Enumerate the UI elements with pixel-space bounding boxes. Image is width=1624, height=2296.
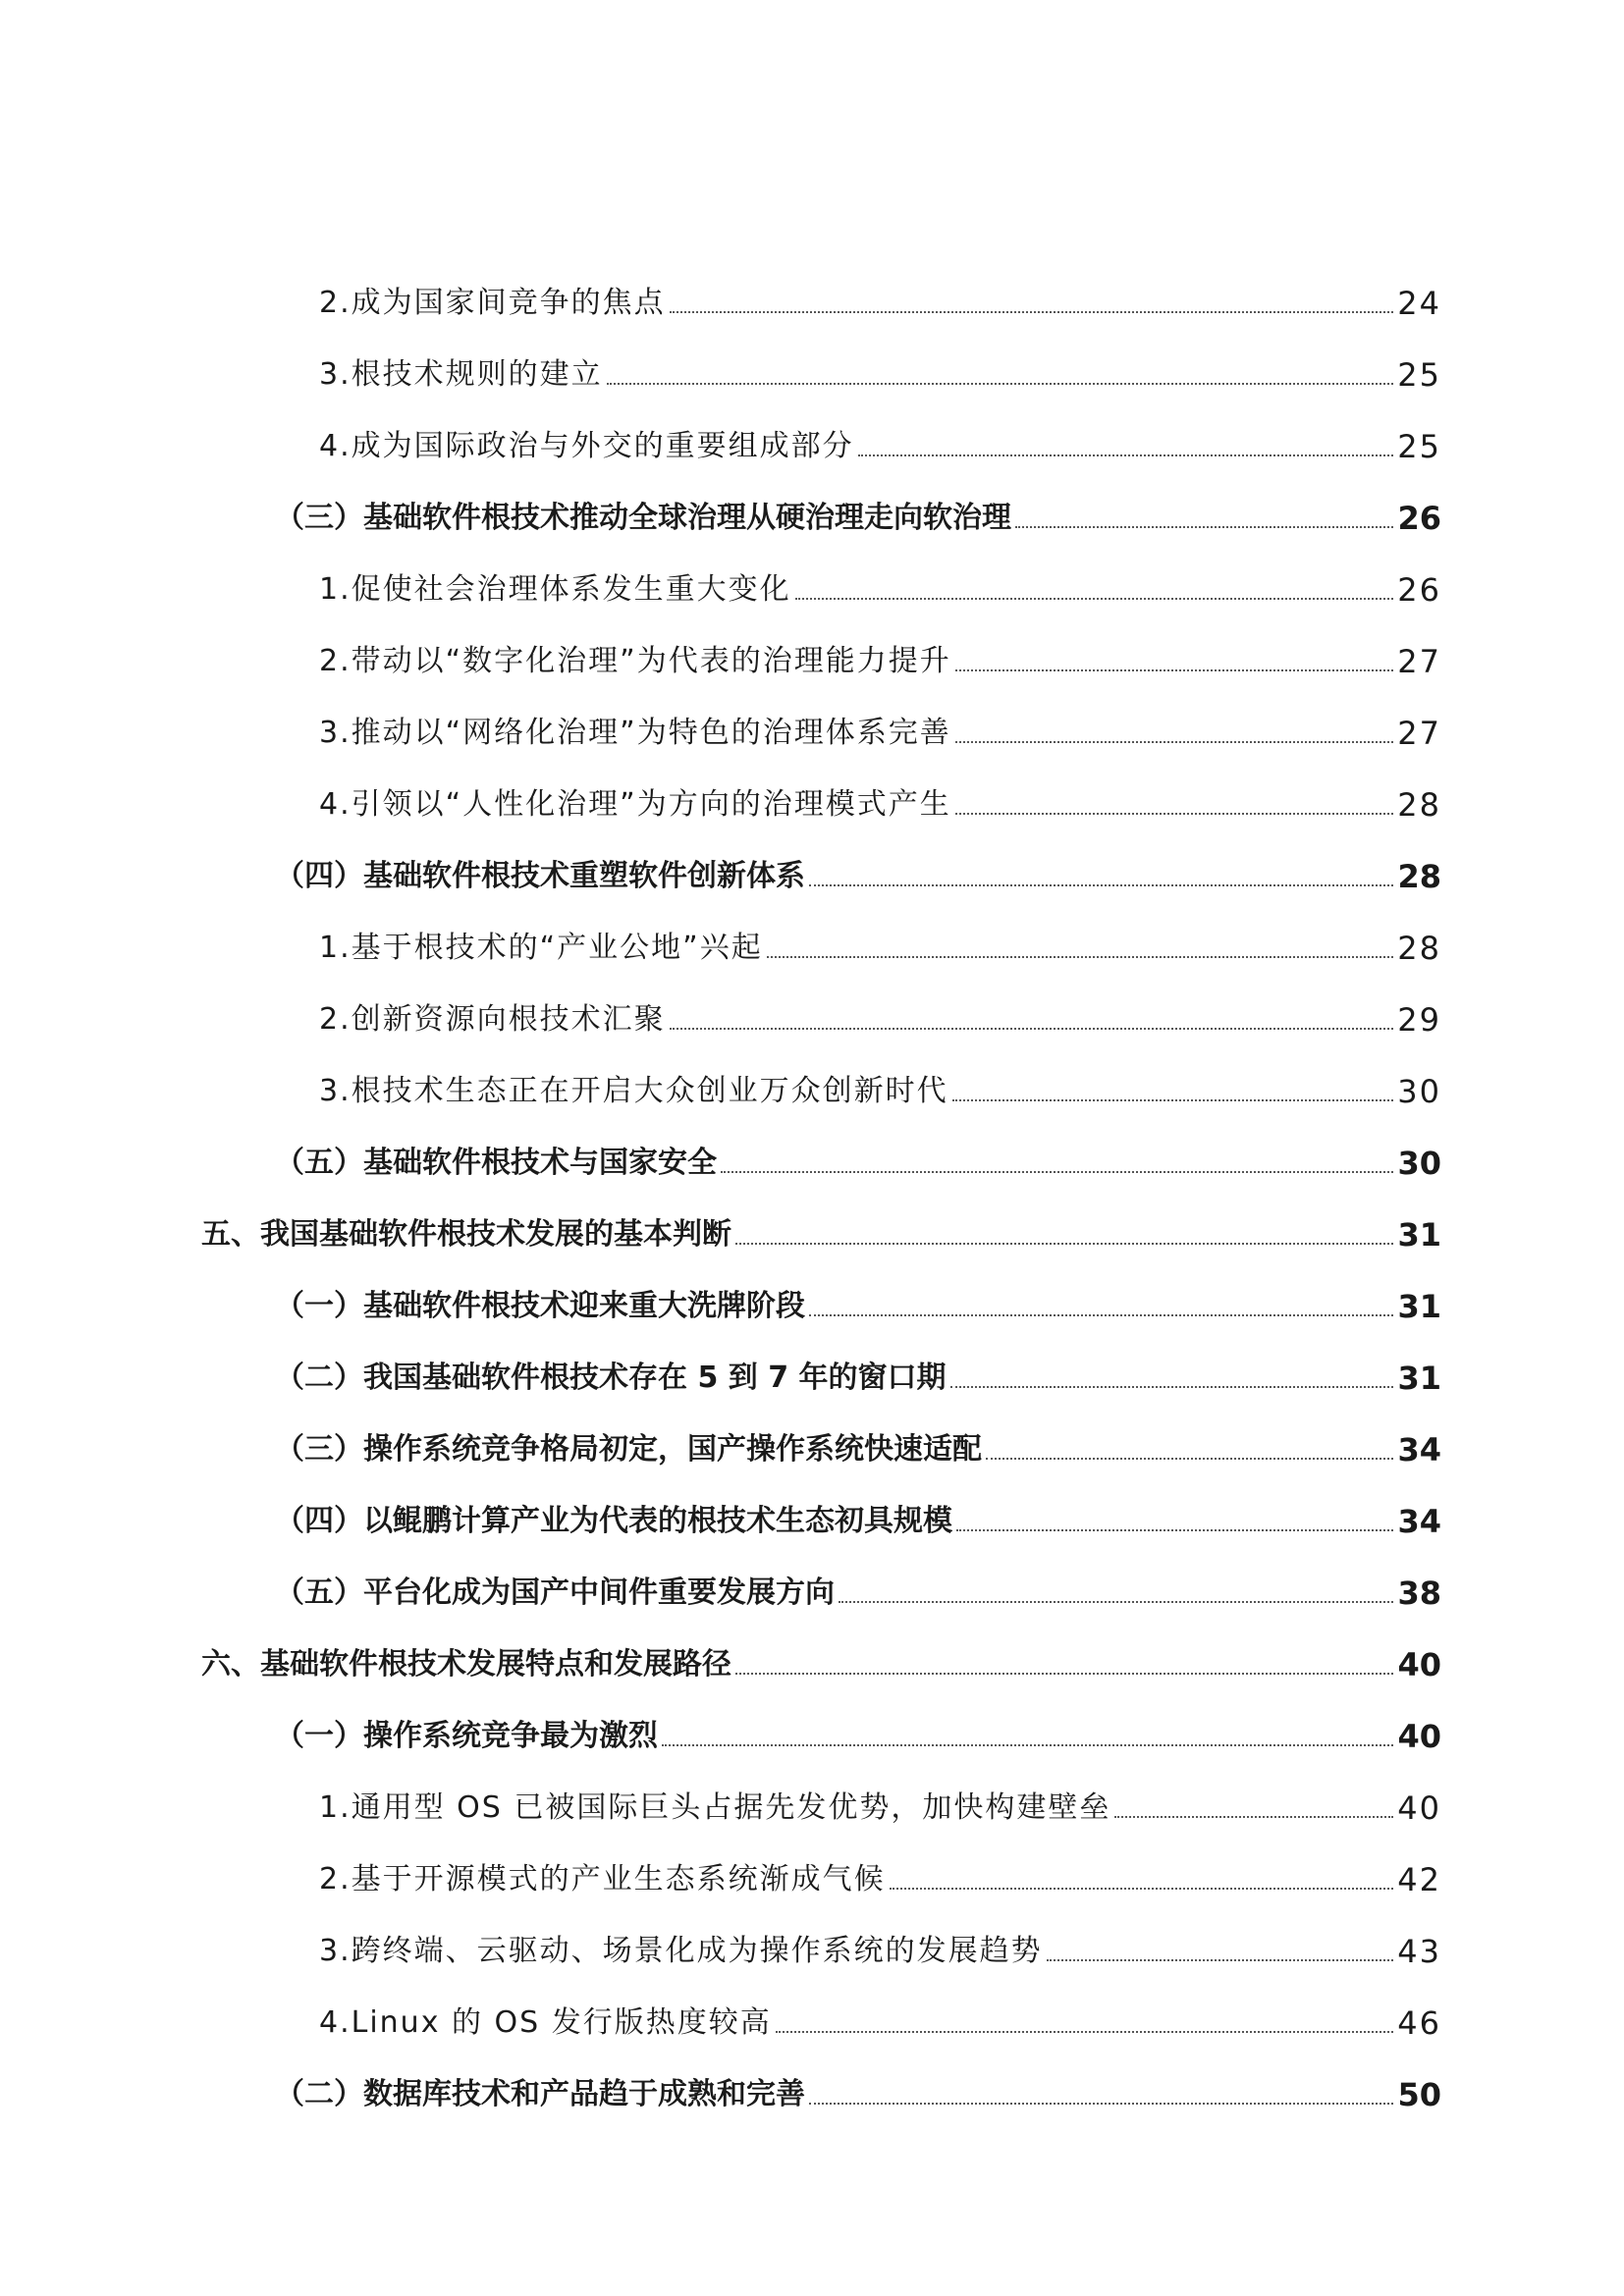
toc-entry-page-number: 27 [1397,643,1441,680]
toc-entry-page-number: 34 [1397,1503,1441,1540]
toc-entry[interactable] [0,253,1624,325]
toc-dot-leader [955,741,1394,743]
toc-entry-title: 3.根技术生态正在开启大众创业万众创新时代 [319,1074,948,1108]
toc-dot-leader [1047,1959,1394,1961]
toc-dot-leader [955,669,1394,671]
toc-entry-page-number: 31 [1397,1288,1441,1325]
table-of-contents [0,253,1624,2116]
toc-entry-title: （二）数据库技术和产品趋于成熟和完善 [275,2077,805,2111]
toc-entry-title: 4.Linux 的 OS 发行版热度较高 [319,2005,772,2040]
toc-dot-leader [767,956,1394,958]
toc-dot-leader [670,311,1394,313]
toc-dot-leader [670,1028,1394,1030]
toc-dot-leader [809,2103,1393,2105]
toc-entry-title: 4.引领以“人性化治理”为方向的治理模式产生 [319,787,951,822]
toc-entry[interactable] [0,325,1624,397]
toc-dot-leader [662,1744,1393,1746]
toc-dot-leader [735,1243,1393,1245]
toc-entry-page-number: 26 [1397,571,1441,609]
toc-entry[interactable] [0,540,1624,612]
toc-entry-page-number: 28 [1397,930,1441,967]
toc-entry-page-number: 40 [1397,1718,1441,1755]
toc-entry[interactable] [0,1973,1624,2045]
toc-entry-title: 1.通用型 OS 已被国际巨头占据先发优势，加快构建壁垒 [319,1790,1111,1825]
toc-dot-leader [858,454,1394,456]
toc-entry-title: 2.创新资源向根技术汇聚 [319,1002,666,1037]
toc-dot-leader [986,1458,1393,1460]
toc-entry[interactable] [0,898,1624,970]
toc-dot-leader [952,1099,1394,1101]
toc-entry[interactable] [0,970,1624,1041]
toc-entry[interactable] [0,612,1624,683]
toc-entry-title: 2.基于开源模式的产业生态系统渐成气候 [319,1862,886,1896]
toc-entry-title: （一）操作系统竞争最为激烈 [275,1719,658,1753]
toc-entry-page-number: 24 [1397,285,1441,322]
toc-entry-page-number: 34 [1397,1431,1441,1468]
toc-entry-title: 1.促使社会治理体系发生重大变化 [319,572,791,607]
toc-entry[interactable] [0,1543,1624,1615]
toc-dot-leader [809,884,1393,886]
toc-dot-leader [721,1171,1393,1173]
toc-entry-page-number: 27 [1397,715,1441,752]
toc-dot-leader [776,2031,1394,2033]
toc-entry-page-number: 28 [1397,858,1441,895]
toc-entry-title: 五、我国基础软件根技术发展的基本判断 [201,1217,731,1252]
toc-entry-title: 1.基于根技术的“产业公地”兴起 [319,931,763,965]
toc-entry-title: （三）基础软件根技术推动全球治理从硬治理走向软治理 [275,501,1011,535]
toc-entry[interactable] [0,755,1624,827]
toc-dot-leader [795,598,1394,600]
toc-dot-leader [956,1529,1393,1531]
toc-entry-title: （四）基础软件根技术重塑软件创新体系 [275,859,805,893]
toc-entry-page-number: 40 [1397,1789,1441,1827]
toc-dot-leader [1114,1816,1393,1818]
toc-entry[interactable] [0,1113,1624,1185]
toc-entry-page-number: 38 [1397,1575,1441,1612]
toc-entry[interactable] [0,827,1624,898]
toc-entry-title: （一）基础软件根技术迎来重大洗牌阶段 [275,1289,805,1323]
toc-entry-page-number: 26 [1397,500,1441,537]
toc-entry[interactable] [0,1400,1624,1471]
toc-entry[interactable] [0,1615,1624,1686]
toc-entry[interactable] [0,1758,1624,1830]
toc-dot-leader [839,1601,1393,1603]
toc-entry-page-number: 25 [1397,356,1441,394]
toc-entry-title: 4.成为国际政治与外交的重要组成部分 [319,429,854,463]
toc-dot-leader [607,383,1394,385]
toc-entry-title: （三）操作系统竞争格局初定，国产操作系统快速适配 [275,1432,982,1467]
toc-entry[interactable] [0,683,1624,755]
toc-entry-page-number: 30 [1397,1145,1441,1182]
toc-entry-title: （四）以鲲鹏计算产业为代表的根技术生态初具规模 [275,1504,952,1538]
toc-entry-page-number: 29 [1397,1001,1441,1039]
toc-entry[interactable] [0,397,1624,468]
toc-entry-page-number: 31 [1397,1360,1441,1397]
toc-entry[interactable] [0,1041,1624,1113]
toc-entry-page-number: 40 [1397,1646,1441,1683]
toc-entry[interactable] [0,1901,1624,1973]
toc-entry-title: 2.成为国家间竞争的焦点 [319,286,666,320]
toc-dot-leader [955,813,1394,815]
toc-entry-page-number: 46 [1397,2004,1441,2042]
toc-dot-leader [890,1888,1394,1890]
toc-entry-title: 3.推动以“网络化治理”为特色的治理体系完善 [319,716,951,750]
toc-entry[interactable] [0,1328,1624,1400]
toc-entry[interactable] [0,1686,1624,1758]
toc-entry-title: （二）我国基础软件根技术存在 5 到 7 年的窗口期 [275,1361,947,1395]
toc-dot-leader [950,1386,1394,1388]
toc-entry-title: 2.带动以“数字化治理”为代表的治理能力提升 [319,644,951,678]
toc-entry-title: 3.跨终端、云驱动、场景化成为操作系统的发展趋势 [319,1934,1043,1968]
toc-entry-page-number: 31 [1397,1216,1441,1254]
toc-entry-page-number: 42 [1397,1861,1441,1898]
toc-entry[interactable] [0,2045,1624,2116]
toc-entry[interactable] [0,468,1624,540]
toc-entry[interactable] [0,1830,1624,1901]
toc-entry-page-number: 30 [1397,1073,1441,1110]
toc-entry[interactable] [0,1256,1624,1328]
toc-dot-leader [735,1673,1393,1675]
toc-entry-title: 六、基础软件根技术发展特点和发展路径 [201,1647,731,1682]
toc-entry-title: （五）平台化成为国产中间件重要发展方向 [275,1575,835,1610]
toc-entry-title: （五）基础软件根技术与国家安全 [275,1146,717,1180]
toc-dot-leader [1015,526,1393,528]
toc-entry-page-number: 25 [1397,428,1441,465]
toc-entry-title: 3.根技术规则的建立 [319,357,603,392]
toc-entry-page-number: 50 [1397,2076,1441,2113]
toc-dot-leader [809,1314,1393,1316]
toc-entry[interactable] [0,1471,1624,1543]
toc-entry[interactable] [0,1185,1624,1256]
toc-entry-page-number: 43 [1397,1933,1441,1970]
toc-entry-page-number: 28 [1397,786,1441,824]
